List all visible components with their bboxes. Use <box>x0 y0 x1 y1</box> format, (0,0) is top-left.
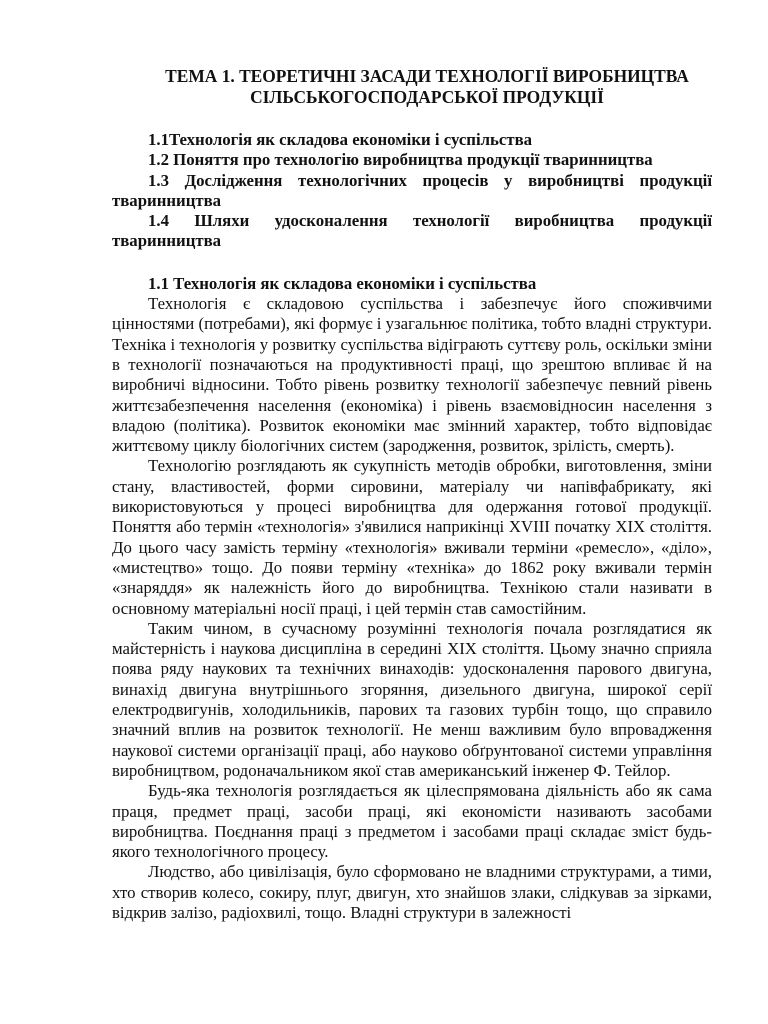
table-of-contents <box>112 130 712 252</box>
paragraph: Таким чином, в сучасному розумінні технологія почала розглядатися як майстерність і наукова дисципліна в середині XIX століття. Цьому значно сприяла поява ряду наукових та технічних винаходів: удосконалення парового двигуна, винахід двигуна внутрішнього згоряння, дизельного двигуна, широкої серії електродвигунів, холодильників, парових та газових турбін тощо, що справило значний вплив на розвиток технології. Не менш важливим було впровадження наукової системи організації праці, або науково обґрунтованої системи управління виробництвом, родоначальником якої став американський інженер Ф. Тейлор. <box>112 618 712 780</box>
paragraph: Технологія є складовою суспільства і забезпечує його споживчими цінностями (потребами), які формує і узагальнює політика, тобто владні структури. Техніка і технологія у розвитку суспільства відіграють суттєву роль, оскільки зміни в технології позначаються на продуктивності праці, що зрештою впливає й на виробничі відносини. Тобто рівень розвитку технології забезпечує певний рівень життєзабезпечення населення (економіка) і рівень взаємовідносин населення з владою (політика). Розвиток економіки має змінний характер, тобто відповідає життєвому циклу біологічних систем (зародження, розвиток, зрілість, смерть). <box>112 294 712 456</box>
title-line-1: ТЕМА 1. ТЕОРЕТИЧНІ ЗАСАДИ ТЕХНОЛОГІЇ ВИРОБНИЦТВА <box>165 66 689 86</box>
paragraph: Технологію розглядають як сукупність методів обробки, виготовлення, зміни стану, властивостей, форми сировини, матеріалу чи напівфабрикату, які використовуються у процесі виробництва для одержання готової продукції. Поняття або термін «технологія» з'явилися наприкінці XVIII початку XIX століття. До цього часу замість терміну «технологія» вживали терміни «ремесло», «діло», «мистецтво» тощо. До появи терміну «техніка» до 1862 року вживали термін «знаряддя» як належність його до виробництва. Технікою стали називати в основному матеріальні носії праці, і цей термін став самостійним. <box>112 456 712 618</box>
paragraph: Будь-яка технологія розглядається як цілеспрямована діяльність або як сама праця, предмет праці, засоби праці, які економісти називають засобами виробництва. Поєднання праці з предметом і засобами праці складає зміст будь-якого технологічного процесу. <box>112 781 712 862</box>
toc-item-1-4: 1.4 Шляхи удосконалення технології виробництва продукції тваринництва <box>112 211 712 251</box>
toc-item-1-3: 1.3 Дослідження технологічних процесів у виробництві продукції тваринництва <box>112 170 712 210</box>
document-title <box>112 66 712 108</box>
paragraph: Людство, або цивілізація, було сформовано не владними структурами, а тими, хто створив колесо, сокиру, плуг, двигун, хто знайшов злаки, слідкував за зірками, відкрив залізо, радіохвилі, тощо. Владні структури в залежності <box>112 862 712 922</box>
section-heading: 1.1 Технологія як складова економіки і суспільства <box>148 273 537 293</box>
document-page <box>112 66 712 923</box>
body-text <box>112 294 712 923</box>
toc-item-1-1: 1.1Технологія як складова економіки і суспільства <box>148 130 533 149</box>
toc-item-1-2: 1.2 Поняття про технологію виробництва продукції тваринництва <box>148 150 653 170</box>
title-line-2: СІЛЬСЬКОГОСПОДАРСЬКОЇ ПРОДУКЦІЇ <box>250 87 604 107</box>
